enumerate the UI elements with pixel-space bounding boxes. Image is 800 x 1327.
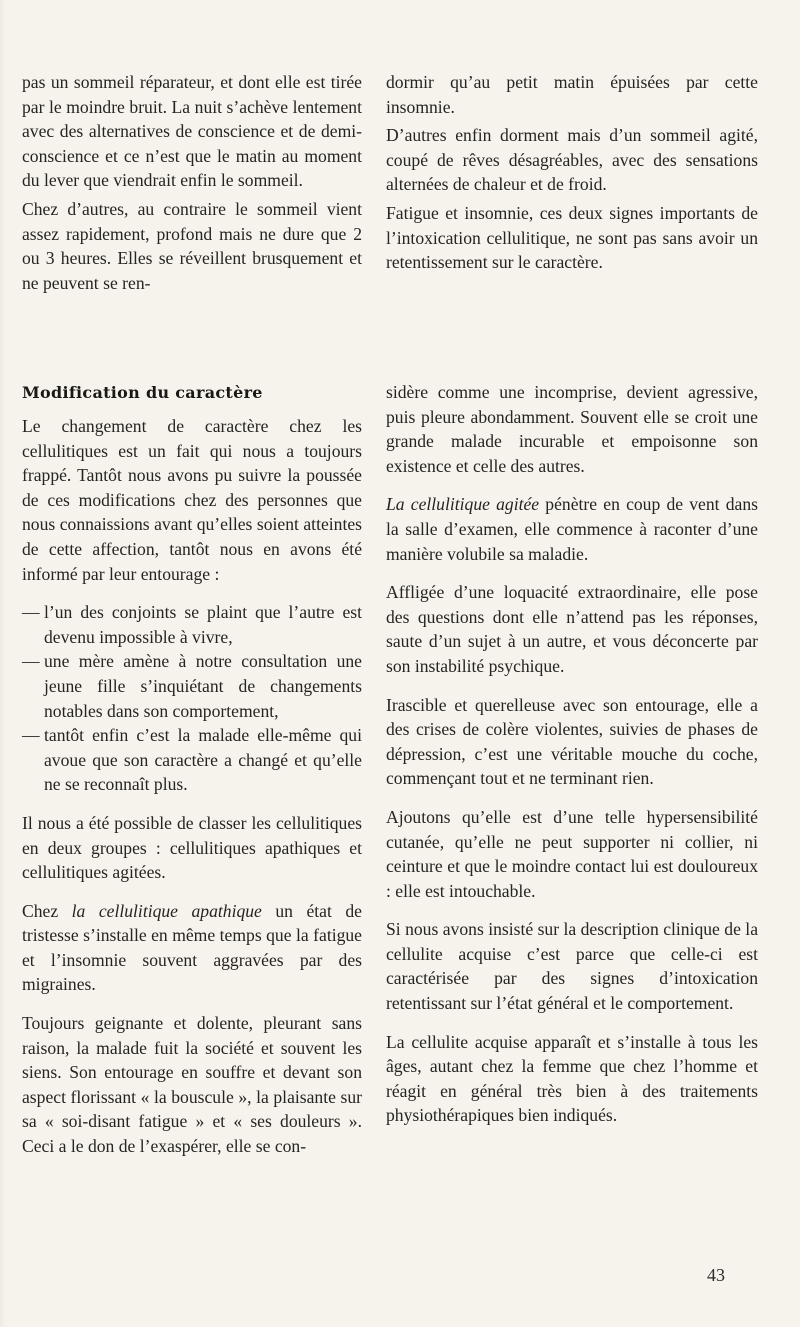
right-column-section (386, 380, 758, 1142)
dash-marker: — (22, 651, 40, 672)
paragraph-fatigue: Fatigue et insomnie, ces deux signes importants de l’intoxication cellulitique, ne sont pas sans avoir un retentissement sur le caractère. (386, 202, 758, 273)
paragraph-agitee (386, 492, 758, 566)
left-column-section (22, 414, 362, 1173)
right-column (386, 70, 758, 289)
page-number: 43 (707, 1265, 725, 1285)
paragraph-intro: pas un sommeil réparateur, et dont elle est tirée par le moindre bruit. La nuit s’achève lentement avec des alternatives de conscience et de demi-conscience et ce n’est que le matin au moment du lever que viendrait enfin le sommeil. (22, 72, 362, 191)
paragraph-others: Chez d’autres, au contraire le sommeil vient assez rapidement, profond mais ne dure que 2 ou 3 heures. Elles se réveillent brusquement et ne peuvent se ren- (22, 198, 362, 293)
paragraph-misunderstood: sidère comme une incomprise, devient agressive, puis pleure abondamment. Souvent elle se croit une grande malade incurable et empoisonne son existence et celle des autres. (386, 382, 758, 476)
paragraph-change: Le changement de caractère chez les cellulitiques est un fait qui nous a toujours frappé. Tantôt nous avons pu suivre la poussée de ces modifications chez des personnes que nous connaissions avant qu’elles soient atteintes de cette affection, tantôt nous en avons été informé par leur entourage : (22, 416, 362, 584)
section-heading: Modification du caractère (22, 383, 263, 402)
paragraph-dawn: dormir qu’au petit matin épuisées par cette insomnie. (386, 72, 758, 117)
paragraph-apathic (22, 899, 362, 997)
paragraph-irascible: Irascible et querelleuse avec son entourage, elle a des crises de colère violentes, suivies de phases de dépression, c’est une véritable mouche du coche, commençant tout et ne terminant rien. (386, 694, 758, 789)
paragraph-hyper: Ajoutons qu’elle est d’une telle hypersensibilité cutanée, qu’elle ne peut supporter ni collier, ni ceinture et que le moindre contact lui est douloureux : elle est intouchable. (386, 806, 758, 901)
paragraph-always: Toujours geignante et dolente, pleurant sans raison, la malade fuit la société et souvent les siens. Son entourage en souffre et devant son aspect florissant « la bouscule », la plaisante sur sa « soi-disant fatigue » et « ses douleurs ». Ceci a le don de l’exaspérer, elle se con- (22, 1013, 362, 1157)
paragraph-loquacity: Affligée d’une loquacité extraordinaire, elle pose des questions dont elle n’attend pas les réponses, saute d’un sujet à un autre, et vous déconcerte par son instabilité psychique. (386, 582, 758, 676)
list-item-text: l’un des conjoints se plaint que l’autre est devenu impossible à vivre, (44, 602, 362, 647)
apathic-prefix: Chez (22, 900, 72, 921)
list-item (22, 649, 362, 723)
apathic-term: la cellulitique apathique (71, 900, 262, 921)
apathic-rest: un état de tristesse s’installe en même temps que la fatigue et l’insomnie souvent aggravées par des migraines. (22, 900, 362, 995)
dash-marker: — (22, 725, 40, 746)
agitee-rest: pénètre en coup de vent dans la salle d’examen, elle commence à raconter d’une manière volubile sa maladie. (386, 494, 758, 564)
page-gutter-shadow (0, 0, 6, 1327)
dash-marker: — (22, 602, 40, 623)
paragraph-insisted: Si nous avons insisté sur la description clinique de la cellulite acquise c’est parce que celle-ci est caractérisée par des signes d’intoxication retentissant sur l’état général et le comportement. (386, 919, 758, 1014)
list-item (22, 600, 362, 649)
list-item-text: une mère amène à notre consultation une jeune fille s’inquiétant de changements notables dans son comportement, (44, 651, 362, 721)
left-column (22, 70, 362, 309)
paragraph-classify: Il nous a été possible de classer les cellulitiques en deux groupes : cellulitiques apathiques et cellulitiques agitées. (22, 812, 362, 883)
paragraph-agitated-sleep: D’autres enfin dorment mais d’un sommeil agité, coupé de rêves désagréables, avec des sensations alternées de chaleur et de froid. (386, 125, 758, 195)
paragraph-acquired: La cellulite acquise apparaît et s’installe à tous les âges, autant chez la femme que chez l’homme et réagit en général très bien à des traitements physiothérapiques bien indiqués. (386, 1031, 758, 1126)
list-item-text: tantôt enfin c’est la malade elle-même qui avoue que son caractère a changé et qu’elle ne se reconnaît plus. (44, 725, 362, 795)
bullet-list (22, 600, 362, 797)
list-item (22, 723, 362, 797)
agitee-term: La cellulitique agitée (386, 494, 540, 515)
